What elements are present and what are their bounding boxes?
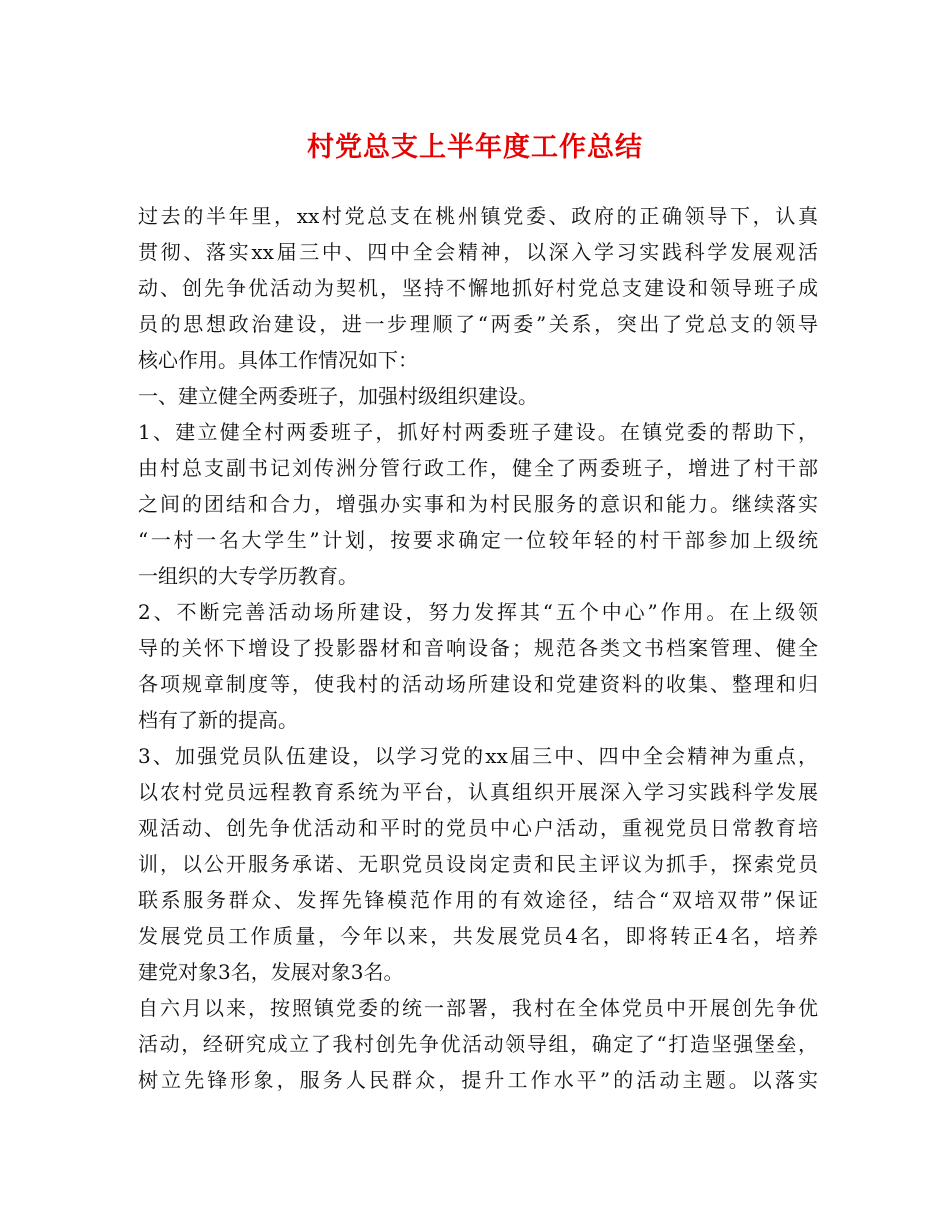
body-line: 档有了新的提高。	[138, 708, 298, 732]
body-line: 导的关怀下增设了投影器材和音响设备；规范各类文书档案管理、健全	[138, 636, 818, 660]
body-line: 之间的团结和合力，增强办实事和为村民服务的意识和能力。继续落实	[138, 492, 818, 516]
body-line: “一村一名大学生”计划，按要求确定一位较年轻的村干部参加上级统	[138, 528, 818, 552]
body-line: 一组织的大专学历教育。	[138, 564, 358, 588]
document-body	[138, 198, 818, 1098]
body-line: 各项规章制度等，使我村的活动场所建设和党建资料的收集、整理和归	[138, 672, 818, 696]
body-line: 3、加强党员队伍建设，以学习党的xx届三中、四中全会精神为重点，	[138, 744, 818, 768]
body-line: 树立先锋形象，服务人民群众，提升工作水平”的活动主题。以落实	[138, 1068, 818, 1092]
body-line: 发展党员工作质量，今年以来，共发展党员4名，即将转正4名，培养	[138, 924, 818, 948]
body-line: 训，以公开服务承诺、无职党员设岗定责和民主评议为抓手，探索党员	[138, 852, 818, 876]
body-line: 活动，经研究成立了我村创先争优活动领导组，确定了“打造坚强堡垒，	[138, 1032, 818, 1056]
body-line: 由村总支副书记刘传洲分管行政工作，健全了两委班子，增进了村干部	[138, 456, 818, 480]
body-line: 建党对象3名，发展对象3名。	[138, 960, 404, 984]
body-line: 观活动、创先争优活动和平时的党员中心户活动，重视党员日常教育培	[138, 816, 818, 840]
body-line: 员的思想政治建设，进一步理顺了“两委”关系，突出了党总支的领导	[138, 312, 818, 336]
body-line: 以农村党员远程教育系统为平台，认真组织开展深入学习实践科学发展	[138, 780, 818, 804]
body-line: 2、不断完善活动场所建设，努力发挥其“五个中心”作用。在上级领	[138, 600, 818, 624]
document-title: 村党总支上半年度工作总结	[307, 132, 643, 163]
body-line: 联系服务群众、发挥先锋模范作用的有效途径，结合“双培双带”保证	[138, 888, 818, 912]
section-heading: 一、建立健全两委班子，加强村级组织建设。	[138, 384, 538, 408]
body-line: 贯彻、落实xx届三中、四中全会精神，以深入学习实践科学发展观活	[138, 240, 818, 264]
body-line: 过去的半年里，xx村党总支在桃州镇党委、政府的正确领导下，认真	[138, 204, 818, 228]
body-line: 核心作用。具体工作情况如下：	[138, 348, 418, 372]
body-line: 自六月以来，按照镇党委的统一部署，我村在全体党员中开展创先争优	[138, 996, 818, 1020]
body-line: 动、创先争优活动为契机，坚持不懈地抓好村党总支建设和领导班子成	[138, 276, 818, 300]
body-line: 1、建立健全村两委班子，抓好村两委班子建设。在镇党委的帮助下，	[138, 420, 818, 444]
